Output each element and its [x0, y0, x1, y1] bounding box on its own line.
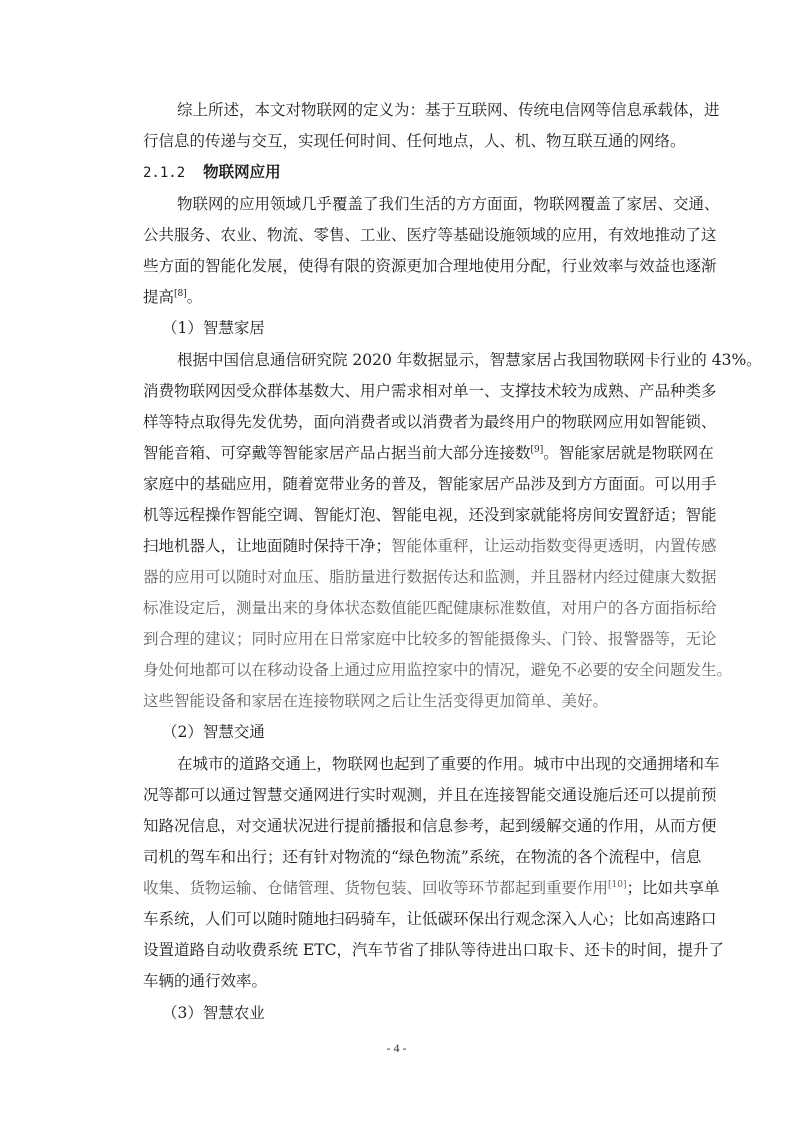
citation-10: [10]: [608, 879, 627, 890]
section-title: 物联网应用: [203, 163, 281, 181]
section-heading: [143, 162, 281, 183]
section-number: 2.1.2: [143, 165, 186, 181]
home-line-6: 机等远程操作智能空调、智能灯泡、智能电视，还没到家就能将房间安置舒适；智能: [143, 506, 717, 524]
intro-line-2: 公共服务、农业、物流、零售、工业、医疗等基础设施领域的应用，有效地推动了这: [143, 226, 717, 244]
subsection-agri-label: （3）智慧农业: [162, 1004, 265, 1022]
intro-line-4: [143, 287, 202, 307]
traffic-line-5: [143, 878, 720, 898]
traffic-line-8: 车辆的通行效率。: [143, 972, 268, 990]
summary-line-2: 行信息的传递与交互，实现任何时间、任何地点，人、机、物互联互通的网络。: [143, 132, 686, 150]
home-line-2: 消费物联网因受众群体基数大、用户需求相对单一、支撑技术较为成熟、产品种类多: [143, 382, 717, 400]
home-line-8: 器的应用可以随时对血压、脂肪量进行数据传达和监测，并且器材内经过健康大数据: [143, 568, 717, 586]
traffic-line-5-tail: ；比如共享单: [626, 879, 720, 897]
page-number: - 4 -: [386, 1041, 407, 1055]
citation-9: [9]: [530, 444, 544, 455]
home-line-4: [143, 443, 714, 463]
traffic-line-3: 知路况信息，对交通状况进行提前播报和信息参考，起到缓解交通的作用，从而方便: [143, 817, 717, 835]
home-line-7: [143, 536, 717, 556]
traffic-line-5-text: 收集、货物运输、仓储管理、货物包装、回收等环节都起到重要作用: [143, 879, 609, 897]
home-line-9: 标准设定后，测量出来的身体状态数值能匹配健康标准数值，对用户的各方面指标给: [143, 599, 717, 617]
intro-line-1: 物联网的应用领域几乎覆盖了我们生活的方方面面，物联网覆盖了家居、交通、: [177, 195, 720, 213]
intro-line-4-end: 。: [186, 288, 203, 306]
traffic-line-1: 在城市的道路交通上，物联网也起到了重要的作用。城市中出现的交通拥堵和车: [177, 755, 720, 773]
subsection-home-label: （1）智慧家居: [162, 319, 265, 337]
traffic-line-2: 况等都可以通过智慧交通网进行实时观测，并且在连接智能交通设施后还可以提前预: [143, 786, 717, 804]
home-line-3: 样等特点取得先发优势，面向消费者或以消费者为最终用户的物联网应用如智能锁、: [143, 413, 717, 431]
home-line-1: 根据中国信息通信研究院 2020 年数据显示，智慧家居占我国物联网卡行业的 43%。: [177, 351, 762, 369]
citation-8: [8]: [174, 288, 187, 299]
intro-line-3: 些方面的智能化发展，使得有限的资源更加合理地使用分配，行业效率与效益也逐渐: [143, 257, 717, 275]
traffic-line-7: 设置道路自动收费系统 ETC，汽车节省了排队等待进出口取卡、还卡的时间，提升了: [143, 941, 724, 959]
home-line-5: 家庭中的基础应用，随着宽带业务的普及，智能家居产品涉及到方方面面。可以用手: [143, 475, 717, 493]
home-line-10: 到合理的建议；同时应用在日常家庭中比较多的智能摄像头、门铃、报警器等，无论: [143, 630, 717, 648]
subsection-traffic-label: （2）智慧交通: [162, 723, 265, 741]
home-line-12: 这些智能设备和家居在连接物联网之后让生活变得更加简单、美好。: [143, 692, 609, 710]
home-line-4-tail: 。智能家居就是物联网在: [543, 444, 714, 462]
traffic-line-6: 车系统，人们可以随时随地扫码骑车，让低碳环保出行观念深入人心；比如高速路口: [143, 910, 717, 928]
traffic-line-4: 司机的驾车和出行；还有针对物流的“绿色物流”系统，在物流的各个流程中，信息: [143, 848, 702, 866]
intro-line-4-text: 提高: [143, 288, 175, 306]
home-line-4-text: 智能音箱、可穿戴等智能家居产品占据当前大部分连接数: [143, 444, 531, 462]
home-line-7-text: 扫地机器人，让地面随时保持干净；: [143, 537, 392, 555]
home-line-7-tail: 智能体重秤，让运动指数变得更透明，内置传感: [391, 537, 717, 555]
summary-line-1: 综上所述，本文对物联网的定义为：基于互联网、传统电信网等信息承载体，进: [177, 101, 720, 119]
home-line-11: 身处何地都可以在移动设备上通过应用监控家中的情况，避免不必要的安全问题发生。: [143, 661, 733, 679]
